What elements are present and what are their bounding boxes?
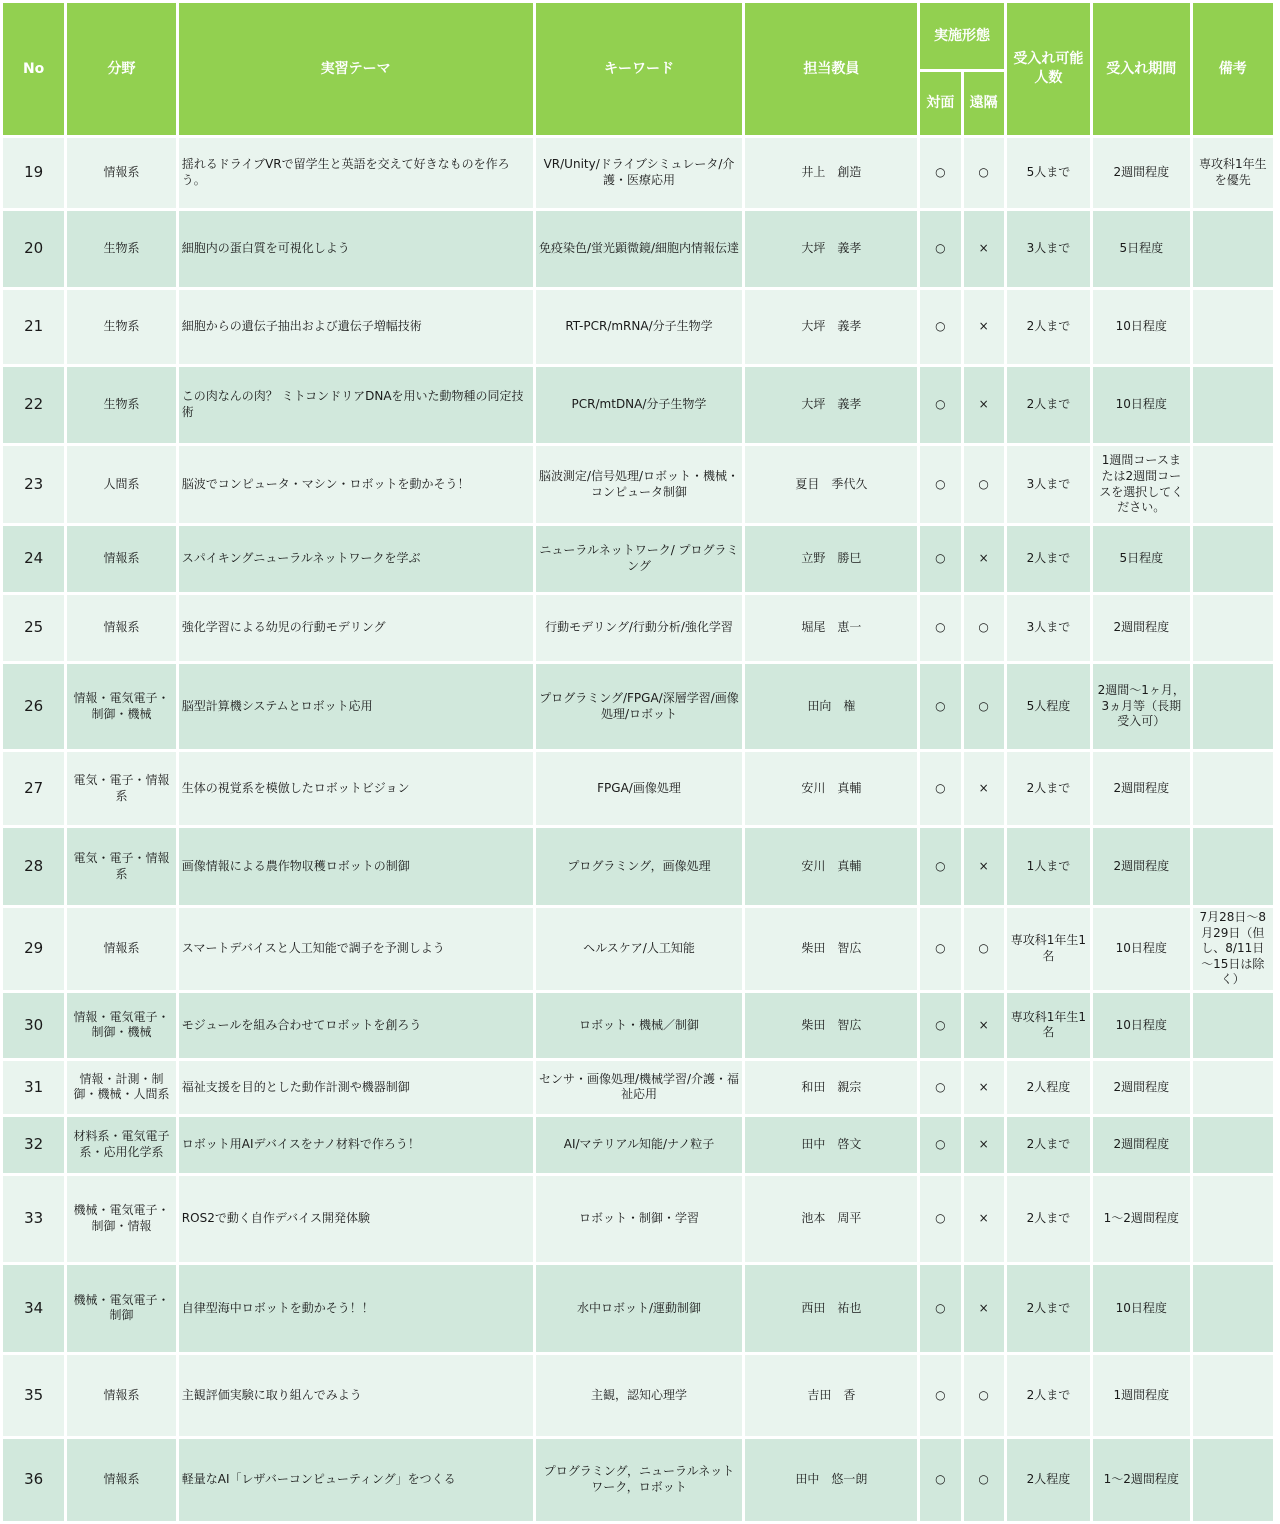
cell-capacity: 2人まで: [1007, 290, 1090, 364]
cell-period: 10日程度: [1093, 367, 1189, 443]
cell-period: 2週間程度: [1093, 595, 1189, 661]
cell-keyword: ロボット・機械／制御: [536, 993, 743, 1058]
table-row: [3, 1355, 1273, 1436]
cell-in-person: ○: [920, 367, 960, 443]
cell-teacher: 大坪 義孝: [745, 290, 917, 364]
cell-field: 情報系: [67, 138, 176, 208]
cell-remarks: [1193, 1265, 1273, 1352]
cell-capacity: 2人程度: [1007, 1061, 1090, 1114]
cell-theme: 生体の視覚系を模倣したロボットビジョン: [179, 752, 533, 825]
table-row: [3, 211, 1273, 287]
cell-capacity: 2人まで: [1007, 1265, 1090, 1352]
cell-keyword: プログラミング，画像処理: [536, 828, 743, 905]
cell-theme: 揺れるドライブVRで留学生と英語を交えて好きなものを作ろう。: [179, 138, 533, 208]
cell-keyword: 行動モデリング/行動分析/強化学習: [536, 595, 743, 661]
cell-theme: ロボット用AIデバイスをナノ材料で作ろう！: [179, 1117, 533, 1173]
cell-no: 22: [3, 367, 64, 443]
cell-theme: 軽量なAI「レザバーコンピューティング」をつくる: [179, 1439, 533, 1521]
cell-period: 10日程度: [1093, 993, 1189, 1058]
cell-theme: 福祉支援を目的とした動作計測や機器制御: [179, 1061, 533, 1114]
cell-keyword: 水中ロボット/運動制御: [536, 1265, 743, 1352]
cell-field: 人間系: [67, 446, 176, 523]
table-row: [3, 367, 1273, 443]
cell-teacher: 和田 親宗: [745, 1061, 917, 1114]
header-no: No: [3, 3, 64, 135]
cell-no: 35: [3, 1355, 64, 1436]
cell-keyword: ヘルスケア/人工知能: [536, 908, 743, 990]
cell-field: 情報・電気電子・制御・機械: [67, 664, 176, 749]
cell-capacity: 2人まで: [1007, 1176, 1090, 1262]
cell-remote: ×: [964, 1265, 1004, 1352]
cell-remarks: [1193, 752, 1273, 825]
cell-theme: 主観評価実験に取り組んでみよう: [179, 1355, 533, 1436]
cell-field: 情報・電気電子・制御・機械: [67, 993, 176, 1058]
cell-theme: 強化学習による幼児の行動モデリング: [179, 595, 533, 661]
cell-field: 情報系: [67, 595, 176, 661]
cell-field: 情報系: [67, 908, 176, 990]
cell-remote: ×: [964, 211, 1004, 287]
cell-period: 10日程度: [1093, 908, 1189, 990]
cell-period: 5日程度: [1093, 211, 1189, 287]
cell-field: 機械・電気電子・制御: [67, 1265, 176, 1352]
cell-in-person: ○: [920, 595, 960, 661]
cell-no: 36: [3, 1439, 64, 1521]
table-row: [3, 1176, 1273, 1262]
cell-remote: ○: [964, 664, 1004, 749]
cell-in-person: ○: [920, 446, 960, 523]
cell-no: 24: [3, 526, 64, 592]
cell-in-person: ○: [920, 1061, 960, 1114]
cell-in-person: ○: [920, 664, 960, 749]
cell-remarks: 専攻科1年生を優先: [1193, 138, 1273, 208]
cell-no: 20: [3, 211, 64, 287]
header-keyword: キーワード: [536, 3, 743, 135]
cell-theme: ROS2で動く自作デバイス開発体験: [179, 1176, 533, 1262]
cell-teacher: 井上 創造: [745, 138, 917, 208]
cell-period: 1～2週間程度: [1093, 1439, 1189, 1521]
header-field: 分野: [67, 3, 176, 135]
cell-in-person: ○: [920, 752, 960, 825]
cell-teacher: 池本 周平: [745, 1176, 917, 1262]
cell-remarks: [1193, 290, 1273, 364]
table-row: [3, 1439, 1273, 1521]
cell-remote: ×: [964, 993, 1004, 1058]
cell-capacity: 3人まで: [1007, 211, 1090, 287]
cell-remarks: [1193, 446, 1273, 523]
cell-remote: ×: [964, 526, 1004, 592]
cell-capacity: 2人まで: [1007, 1117, 1090, 1173]
cell-keyword: VR/Unity/ドライブシミュレータ/介護・医療応用: [536, 138, 743, 208]
cell-teacher: 柴田 智広: [745, 908, 917, 990]
cell-in-person: ○: [920, 828, 960, 905]
cell-teacher: 安川 真輔: [745, 752, 917, 825]
cell-remarks: [1193, 993, 1273, 1058]
cell-capacity: 2人程度: [1007, 1439, 1090, 1521]
header-format: 実施形態: [920, 3, 1003, 69]
cell-teacher: 安川 真輔: [745, 828, 917, 905]
cell-remote: ○: [964, 1439, 1004, 1521]
cell-capacity: 3人まで: [1007, 446, 1090, 523]
cell-teacher: 堀尾 恵一: [745, 595, 917, 661]
cell-remarks: [1193, 1355, 1273, 1436]
cell-field: 電気・電子・情報系: [67, 828, 176, 905]
cell-period: 1週間程度: [1093, 1355, 1189, 1436]
table-row: [3, 595, 1273, 661]
cell-teacher: 立野 勝巳: [745, 526, 917, 592]
cell-no: 25: [3, 595, 64, 661]
cell-field: 情報系: [67, 526, 176, 592]
cell-field: 生物系: [67, 290, 176, 364]
cell-remote: ○: [964, 1355, 1004, 1436]
cell-no: 26: [3, 664, 64, 749]
header-teacher: 担当教員: [745, 3, 917, 135]
cell-remote: ×: [964, 1117, 1004, 1173]
cell-field: 情報系: [67, 1439, 176, 1521]
cell-field: 生物系: [67, 211, 176, 287]
cell-in-person: ○: [920, 211, 960, 287]
cell-capacity: 1人まで: [1007, 828, 1090, 905]
cell-keyword: ロボット・制御・学習: [536, 1176, 743, 1262]
cell-theme: モジュールを組み合わせてロボットを創ろう: [179, 993, 533, 1058]
cell-capacity: 専攻科1年生1名: [1007, 993, 1090, 1058]
cell-theme: 自律型海中ロボットを動かそう！！: [179, 1265, 533, 1352]
cell-field: 機械・電気電子・制御・情報: [67, 1176, 176, 1262]
cell-capacity: 2人まで: [1007, 367, 1090, 443]
cell-remote: ×: [964, 367, 1004, 443]
cell-keyword: センサ・画像処理/機械学習/介護・福祉応用: [536, 1061, 743, 1114]
cell-no: 19: [3, 138, 64, 208]
cell-remarks: [1193, 211, 1273, 287]
cell-period: 2週間程度: [1093, 1117, 1189, 1173]
cell-no: 30: [3, 993, 64, 1058]
cell-field: 情報・計測・制御・機械・人間系: [67, 1061, 176, 1114]
cell-teacher: 吉田 香: [745, 1355, 917, 1436]
cell-theme: スパイキングニューラルネットワークを学ぶ: [179, 526, 533, 592]
cell-period: 2週間程度: [1093, 752, 1189, 825]
table-row: [3, 1265, 1273, 1352]
cell-remarks: [1193, 1176, 1273, 1262]
cell-no: 29: [3, 908, 64, 990]
cell-keyword: 免疫染色/蛍光顕微鏡/細胞内情報伝達: [536, 211, 743, 287]
cell-capacity: 3人まで: [1007, 595, 1090, 661]
cell-in-person: ○: [920, 908, 960, 990]
cell-field: 生物系: [67, 367, 176, 443]
cell-theme: 脳波でコンピュータ・マシン・ロボットを動かそう！: [179, 446, 533, 523]
cell-teacher: 田中 悠一朗: [745, 1439, 917, 1521]
cell-teacher: 夏目 季代久: [745, 446, 917, 523]
cell-period: 2週間程度: [1093, 138, 1189, 208]
cell-no: 33: [3, 1176, 64, 1262]
cell-remarks: [1193, 828, 1273, 905]
cell-keyword: プログラミング，ニューラルネットワーク，ロボット: [536, 1439, 743, 1521]
header-remarks: 備考: [1193, 3, 1273, 135]
table-row: [3, 908, 1273, 990]
cell-remote: ×: [964, 290, 1004, 364]
cell-period: 2週間程度: [1093, 828, 1189, 905]
cell-remarks: 7月28日～8月29日（但し、8/11日～15日は除く）: [1193, 908, 1273, 990]
cell-no: 32: [3, 1117, 64, 1173]
cell-remarks: [1193, 664, 1273, 749]
cell-teacher: 田向 権: [745, 664, 917, 749]
cell-no: 31: [3, 1061, 64, 1114]
cell-keyword: プログラミング/FPGA/深層学習/画像処理/ロボット: [536, 664, 743, 749]
table-row: [3, 664, 1273, 749]
cell-no: 23: [3, 446, 64, 523]
cell-teacher: 大坪 義孝: [745, 211, 917, 287]
cell-in-person: ○: [920, 1117, 960, 1173]
cell-remarks: [1193, 367, 1273, 443]
cell-capacity: 2人まで: [1007, 752, 1090, 825]
cell-no: 27: [3, 752, 64, 825]
table-row: [3, 290, 1273, 364]
cell-theme: 細胞からの遺伝子抽出および遺伝子増幅技術: [179, 290, 533, 364]
header-period: 受入れ期間: [1093, 3, 1189, 135]
cell-in-person: ○: [920, 1439, 960, 1521]
cell-remote: ×: [964, 1061, 1004, 1114]
cell-in-person: ○: [920, 1265, 960, 1352]
cell-period: 10日程度: [1093, 290, 1189, 364]
cell-theme: スマートデバイスと人工知能で調子を予測しよう: [179, 908, 533, 990]
cell-keyword: ニューラルネットワーク/ プログラミング: [536, 526, 743, 592]
cell-remote: ○: [964, 908, 1004, 990]
cell-in-person: ○: [920, 993, 960, 1058]
cell-no: 28: [3, 828, 64, 905]
table-row: [3, 138, 1273, 208]
cell-no: 21: [3, 290, 64, 364]
table-row: [3, 828, 1273, 905]
cell-theme: この肉なんの肉？ ミトコンドリアDNAを用いた動物種の同定技術: [179, 367, 533, 443]
cell-capacity: 5人まで: [1007, 138, 1090, 208]
table-row: [3, 752, 1273, 825]
table-row: [3, 1061, 1273, 1114]
cell-keyword: 脳波測定/信号処理/ロボット・機械・コンピュータ制御: [536, 446, 743, 523]
header-in-person: 対面: [920, 72, 960, 135]
cell-remarks: [1193, 1061, 1273, 1114]
table-row: [3, 993, 1273, 1058]
cell-field: 情報系: [67, 1355, 176, 1436]
cell-in-person: ○: [920, 526, 960, 592]
cell-teacher: 田中 啓文: [745, 1117, 917, 1173]
cell-remarks: [1193, 595, 1273, 661]
cell-field: 材料系・電気電子系・応用化学系: [67, 1117, 176, 1173]
cell-theme: 脳型計算機システムとロボット応用: [179, 664, 533, 749]
cell-capacity: 2人まで: [1007, 526, 1090, 592]
cell-keyword: FPGA/画像処理: [536, 752, 743, 825]
cell-period: 2週間～1ヶ月，3ヵ月等（長期受入可）: [1093, 664, 1189, 749]
cell-remote: ○: [964, 446, 1004, 523]
cell-period: 1週間コースまたは2週間コースを選択してください。: [1093, 446, 1189, 523]
cell-period: 10日程度: [1093, 1265, 1189, 1352]
cell-keyword: RT-PCR/mRNA/分子生物学: [536, 290, 743, 364]
cell-keyword: AI/マテリアル知能/ナノ粒子: [536, 1117, 743, 1173]
cell-remote: ×: [964, 752, 1004, 825]
cell-keyword: PCR/mtDNA/分子生物学: [536, 367, 743, 443]
table-body: [3, 138, 1273, 1521]
cell-keyword: 主観，認知心理学: [536, 1355, 743, 1436]
header-remote: 遠隔: [964, 72, 1004, 135]
cell-in-person: ○: [920, 1176, 960, 1262]
cell-in-person: ○: [920, 290, 960, 364]
cell-period: 1～2週間程度: [1093, 1176, 1189, 1262]
cell-teacher: 大坪 義孝: [745, 367, 917, 443]
cell-remote: ×: [964, 828, 1004, 905]
cell-capacity: 5人程度: [1007, 664, 1090, 749]
table-row: [3, 526, 1273, 592]
cell-teacher: 西田 祐也: [745, 1265, 917, 1352]
cell-capacity: 専攻科1年生1名: [1007, 908, 1090, 990]
cell-theme: 細胞内の蛋白質を可視化しよう: [179, 211, 533, 287]
cell-remarks: [1193, 526, 1273, 592]
header-capacity: 受入れ可能人数: [1007, 3, 1090, 135]
cell-remarks: [1193, 1439, 1273, 1521]
cell-teacher: 柴田 智広: [745, 993, 917, 1058]
cell-remarks: [1193, 1117, 1273, 1173]
cell-remote: ○: [964, 595, 1004, 661]
header-theme: 実習テーマ: [179, 3, 533, 135]
cell-in-person: ○: [920, 1355, 960, 1436]
cell-period: 5日程度: [1093, 526, 1189, 592]
cell-theme: 画像情報による農作物収穫ロボットの制御: [179, 828, 533, 905]
cell-in-person: ○: [920, 138, 960, 208]
cell-remote: ×: [964, 1176, 1004, 1262]
table-row: [3, 1117, 1273, 1173]
table-row: [3, 446, 1273, 523]
cell-period: 2週間程度: [1093, 1061, 1189, 1114]
cell-field: 電気・電子・情報系: [67, 752, 176, 825]
cell-no: 34: [3, 1265, 64, 1352]
cell-capacity: 2人まで: [1007, 1355, 1090, 1436]
cell-remote: ○: [964, 138, 1004, 208]
